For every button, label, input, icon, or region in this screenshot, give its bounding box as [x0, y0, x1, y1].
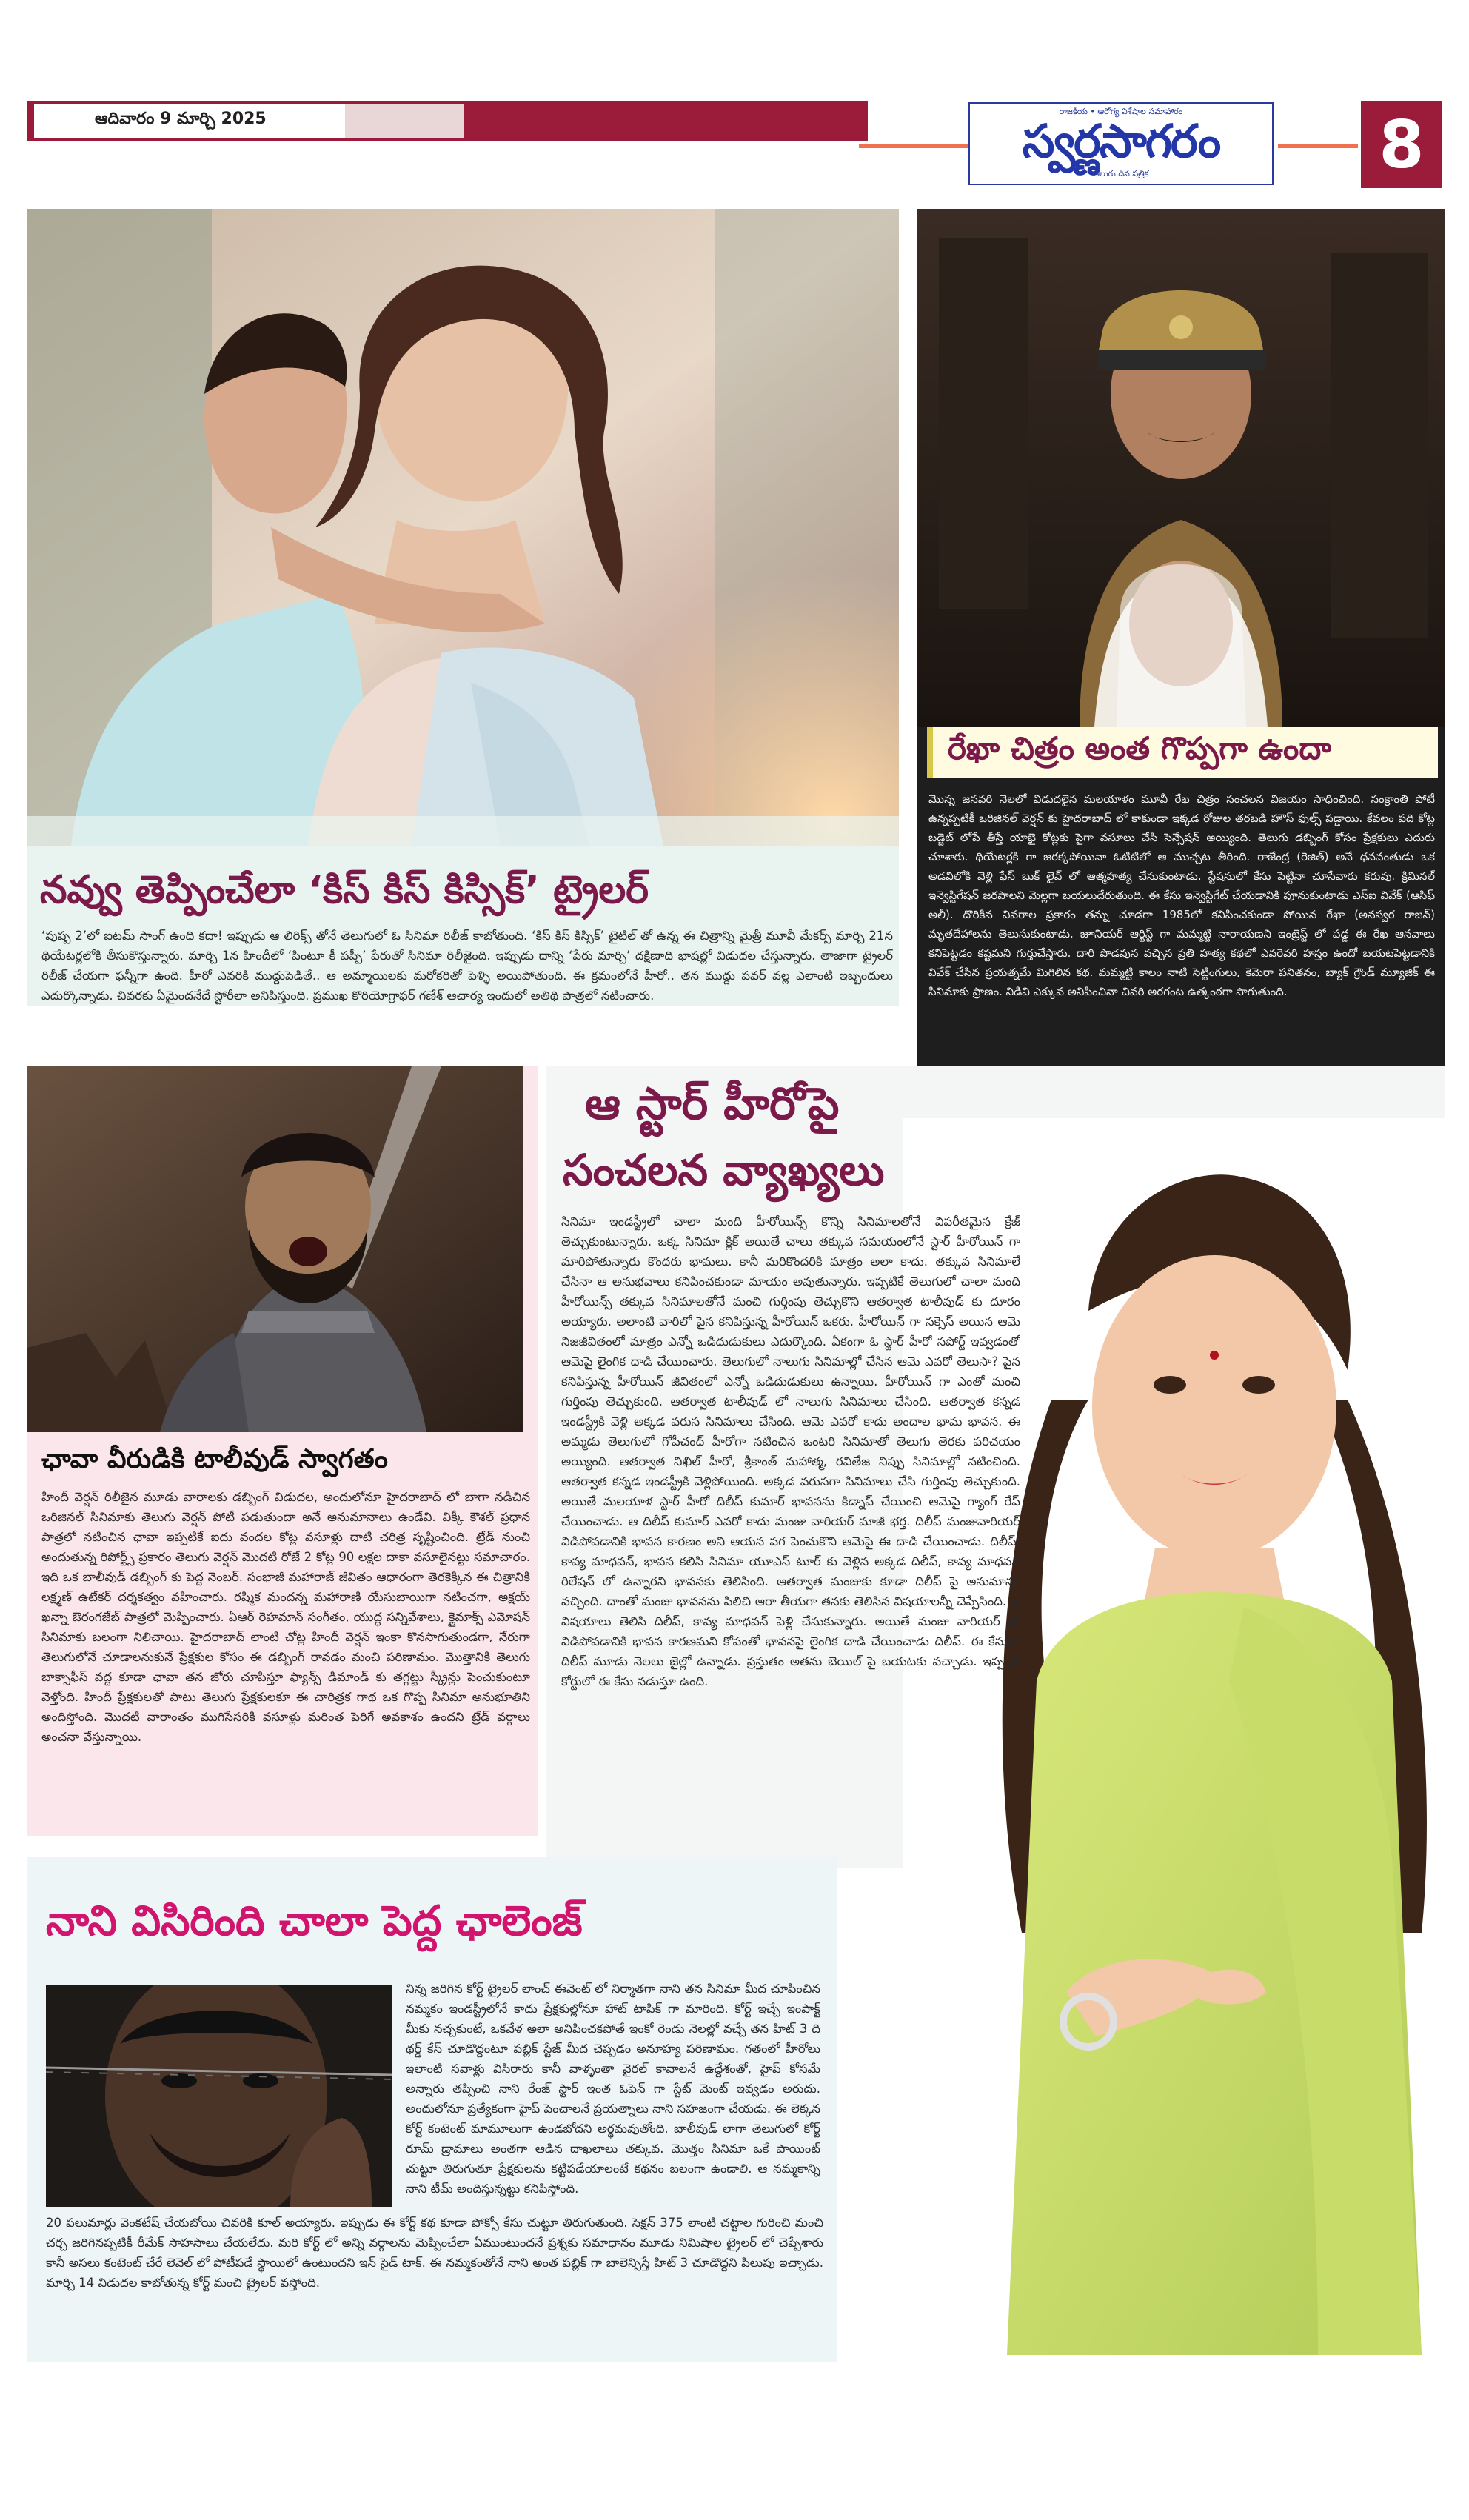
header-rule-right	[1278, 144, 1358, 148]
story-chhaava-body: హిందీ వెర్షన్ రిలీజైన మూడు వారాలకు డబ్బింగ్ విడుదల, అందులోనూ హైదరాబాద్ లో బాగా నడిచిన ఒరిజినల్ సినిమాకు తెలుగు వెర్షన్ పోటీ పడుతుందా అనే అనుమానాలు ఉండేవి. విక్కీ కౌశల్ ప్రధాన పాత్రలో నటించిన ఛావా ఇప్పటికే ఐదు వందల కోట్ల వసూళ్లు దాటి చరిత్ర సృష్టించింది. ట్రేడ్ నుంచి అందుతున్న రిపోర్ట్స్ ప్రకారం తెలుగు వెర్షన్ మొదటి రోజే 2 కోట్ల 90 లక్షల దాకా వసూలైనట్టు సమాచారం. ఇది ఒక బాలీవుడ్ డబ్బింగ్ కు పెద్ద నెంబర్. సంభాజీ మహారాజ్ జీవితం ఆధారంగా తెరకెక్కిన ఈ చిత్రానికి లక్ష్మణ్ ఉటేకర్ దర్శకత్వం వహించారు. రష్మిక మందన్న మహారాణి యేసుబాయిగా నటించగా, అక్షయ్ ఖన్నా ఔరంగజేబ్ పాత్రలో మెప్పించారు. ఏఆర్ రెహమాన్ సంగీతం, యుద్ధ సన్నివేశాలు, క్లైమాక్స్ ఎమోషన్ సినిమాకు బలంగా నిలిచాయి. హైదరాబాద్ లాంటి చోట్ల హిందీ వెర్షన్ ఇంకా కొనసాగుతుండగా, నేరుగా తెలుగులోనే చూడాలనుకునే ప్రేక్షకుల కోసం ఈ డబ్బింగ్ రావడం మంచి పరిణామం. మొత్తానికి తెలుగు బాక్సాఫీస్ వద్ద కూడా ఛావా తన జోరు చూపిస్తూ ఫ్యాన్స్ డిమాండ్ కు తగ్గట్టు స్క్రీన్లు పెంచుకుంటూ వెళ్తోంది. హిందీ ప్రేక్షకులతో పాటు తెలుగు ప్రేక్షకులకూ ఈ చారిత్రక గాథ ఒక గొప్ప సినిమా అనుభూతిని అందిస్తోంది. మొదటి వారాంతం ముగిసేసరికి వసూళ్లు మరింత పెరిగే అవకాశం ఉందని ట్రేడ్ వర్గాలు అంచనా వేస్తున్నాయి.	[41, 1490, 530, 1744]
header-bar-end	[853, 101, 868, 141]
header-accent-block	[345, 104, 464, 138]
story-rekha-headline: రేఖా చిత్రం అంత గొప్పగా ఉందా	[927, 727, 1438, 778]
story-rekha-body: మొన్న జనవరి నెలలో విడుదలైన మలయాళం మూవీ రేఖ చిత్రం సంచలన విజయం సాధించింది. సంక్రాంతి పోటీ ఉన్నప్పటికీ ఒరిజినల్ వెర్షన్ కు హైదరాబాద్ లో కాకుండా ఇక్కడ రోజుల తరబడి హౌస్ ఫుల్స్ పడ్డాయి. కేవలం పది కోట్ల బడ్జెట్ లోపే తీస్తే యాభై కోట్లకు పైగా వసూలు చేసి సెన్సేషన్ అయ్యింది. తెలుగు డబ్బింగ్ కోసం ప్రేక్షకులు ఎదురు చూశారు. థియేటర్లకి గా జరక్కపోయినా ఓటిటిలో ఆ ముచ్చట తీరింది. రాజేంద్ర (రెజిత్) అనే ధనవంతుడు ఒక అడవిలోకి వెళ్లి ఫేస్ బుక్ లైవ్ లో ఆత్మహత్య చేసుకుంటాడు. స్టేషనులో కేసు పెట్టినా చూసేవారు కరువు. క్రిమినల్ ఇన్వెస్టిగేషన్ జరపాలని మెల్లగా బయలుదేరుతుంది. ఈ కేసు ఇన్వెస్టిగేట్ చేయడానికి పూనుకుంటాడు ఎస్ఐ వివేక్ (ఆసిఫ్ అలీ). దొరికిన వివరాల ప్రకారం తన్ను చూడగా 1985లో కనిపించకుండా పోయిన రేఖా (అనస్వర రాజన్) మృతదేహాలను తెలుసుకుంటాడు. జూనియర్ ఆర్టిస్ట్ గా మమ్మట్టి నారాయణని ఇంట్రెస్ట్ లో పడ్డ ఈ రేఖ ఆనవాలు కనిపెట్టడం కష్టమని గుర్తుచేస్తారు. దారి పొడవున వచ్చిన ప్రతి హత్య కథలో ఎవరెవరి హస్తం ఉందో బయటపెట్టడానికి వివేక్ చేసిన ప్రయత్నమే మిగిలిన కథ. మమ్మట్టి కాలం నాటి సెట్టింగులు, కెమెరా పనితనం, బ్యాక్ గ్రౌండ్ మ్యూజిక్ ఈ సినిమాకు ప్రాణం. నిడివి ఎక్కువ అనిపించినా చివరి అరగంట ఉత్కంఠగా సాగుతుంది.	[928, 792, 1435, 998]
masthead-tagline: రాజకీయ • ఆరోగ్య విశేషాల సమాహారం	[1059, 107, 1183, 116]
story-nani-headline: నాని విసిరింది చాలా పెద్ద ఛాలెంజ్	[46, 1897, 583, 1945]
story-star-hero-body: సినిమా ఇండస్ట్రీలో చాలా మంది హీరోయిన్స్ కొన్ని సినిమాలతోనే విపరీతమైన క్రేజ్ తెచ్చుకుంటున్నారు. ఒక్క సినిమా క్లిక్ అయితే చాలు తక్కువ సమయంలోనే స్టార్ హీరోయిన్ గా మారిపోతున్నారు కొందరు భామలు. కానీ మరికొందరికి మాత్రం అలా కాదు. తక్కువ సినిమాలే చేసినా ఆ అనుభవాలు కనిపించకుండా మాయం అవుతున్నారు. ఇప్పటికే తెలుగులో చాలా మంది హీరోయిన్స్ తక్కువ సినిమాలతోనే మంచి గుర్తింపు తెచ్చుకొని ఆతర్వాత టాలీవుడ్ కు దూరం అయ్యారు. అలాంటి వారిలో పైన కనిపిస్తున్న హీరోయిన్ ఒకరు. హీరోయిన్ గా సక్సెస్ అయిన ఆమె నిజజీవితంలో మాత్రం ఎన్నో ఒడిదుడుకులు ఎదుర్కొంది. ఏకంగా ఓ స్టార్ హీరో సపోర్ట్ ఇవ్వడంతో ఆమెపై లైంగిక దాడి చేయించారు. తెలుగులో నాలుగు సినిమాల్లో చేసిన ఆమె ఎవరో తెలుసా? పైన కనిపిస్తున్న హీరోయిన్ జీవితంలో ఎన్నో ఒడిదుడుకులు ఉన్నాయి. హీరోయిన్ గా ఎంతో మంచి గుర్తింపు తెచ్చుకుంది. ఆతర్వాత టాలీవుడ్ లో నాలుగు సినిమాలు చేసింది. ఆతర్వాత కన్నడ ఇండస్ట్రీకి వెళ్లి అక్కడ వరుస సినిమాలు చేసింది. ఆమె ఎవరో కాదు అందాల భామ భావన. ఈ అమ్మడు తెలుగులో గోపీచంద్ హీరోగా నటించిన ఒంటరి సినిమాతో తెలుగు తెరకు పరిచయం అయ్యింది. ఆతర్వాత నిఖిల్ హీరో, శ్రీకాంత్ మహాత్మ, రవితేజ నిప్పు సినిమాల్లో నటించింది. ఆతర్వాత కన్నడ ఇండస్ట్రీకి వెళ్లిపోయింది. అక్కడ వరుసగా సినిమాలు చేసి గుర్తింపు తెచ్చుకుంది. అయితే మలయాళ స్టార్ హీరో దిలీప్ కుమార్ భావనను కిడ్నాప్ చేయించి ఆమెపై గ్యాంగ్ రేప్ చేయించాడు. ఆ దిలీప్ కుమార్ ఎవరో కాదు మంజు వారియర్ మాజీ భర్త. దిలీప్ మంజువారియర్ విడిపోవడానికి భావన కారణం అని ఆయన పగ పెంచుకొని ఆమెపై ఈ దాడి చేయించాడు. దిలీప్, కావ్య మాధవన్, భావన కలిసి సినిమా యూఎస్ టూర్ కు వెళ్లిన అక్కడ దిలీప్, కావ్య మాధవన్ రిలేషన్ లో ఉన్నారని భావనకు తెలిసింది. ఆతర్వాత మంజుకు కూడా దిలీప్ పై అనుమానం వచ్చింది. దాంతో మంజు భావనను పిలిచి ఆరా తీయగా తనకు తెలిసిన విషయాలన్నీ చెప్పేసింది. ఆ విషయాలు తెలిసి దిలీప్, కావ్య మాధవన్ పెళ్లి చేసుకున్నారు. అయితే మంజు వారియర్ తో విడిపోవడానికి భావన కారణమని కోపంతో భావనపై లైంగిక దాడి చేయించాడు దిలీప్. ఈ కేసులో దిలీప్ మూడు నెలలు జైల్లో ఉన్నాడు. ప్రస్తుతం అతను బెయిల్ పై బయటకు వచ్చాడు. ఇప్పటికీ కోర్టులో ఈ కేసు నడుస్తూ ఉంది.	[561, 1214, 1020, 1688]
story-star-hero-headline-line1: ఆ స్టార్ హీరోపై	[585, 1078, 840, 1130]
rekha-poster-photo	[917, 209, 1445, 727]
edition-date: ఆదివారం 9 మార్చి 2025	[34, 104, 345, 138]
kiss-kiss-poster-photo	[27, 209, 899, 846]
nani-court-photo	[46, 1985, 392, 2207]
page-number: 8	[1361, 101, 1442, 188]
story-kiss-kiss-body: ‘పుష్ప 2’లో ఐటమ్ సాంగ్ ఉంది కదా! ఇప్పుడు ఆ లిరిక్స్‌ తోనే తెలుగులో ఓ సినిమా రిలీజ్ కాబోతుంది. ‘కిస్ కిస్ కిస్సిక్’ టైటిల్ తో ఉన్న ఈ చిత్రాన్ని మైత్రీ మూవీ మేకర్స్ మార్చి 21న థియేటర్లలోకి తీసుకొస్తున్నారు. మార్చి 1న హిందీలో ‘పింటూ కీ పప్పీ’ పేరుతో సినిమా రిలీజైంది. ఇప్పుడు దాన్ని ‘పేరు మార్చి’ దక్షిణాది భాషల్లో విడుదల చేస్తున్నారు. తాజాగా ట్రైలర్ రిలీజ్ చేయగా ఫన్నీగా ఉంది. హీరో ఎవరికి ముద్దుపెడితే.. ఆ అమ్మాయిలకు మరోకరితో పెళ్ళి అయిపోతుంది. ఈ క్రమంలోనే హీరో.. తన ముద్దు పవర్ వల్ల ఎలాంటి ఇబ్బందులు ఎదుర్కొన్నాడు. చివరకు ఏమైందనేదే స్టోరీలా అనిపిస్తుంది. ప్రముఖ కొరియోగ్రాఫర్ గణేశ్ ఆచార్య ఇందులో అతిథి పాత్రలో నటించారు.	[41, 929, 893, 1003]
masthead-subtitle: తెలుగు దిన పత్రిక	[1093, 169, 1149, 178]
story-nani-body-bottom: 20 పలుమార్లు వెంకటేష్ చేయబోయి చివరికి కూల్ అయ్యారు. ఇప్పుడు ఈ కోర్ట్ కథ కూడా పోక్సో కేసు చుట్టూ తిరుగుతుంది. సెక్షన్ 375 లాంటి చట్టాల గురించి మంచి చర్చ జరిగినప్పటికీ రీమేక్ సాహసాలు చేయలేదు. మరి కోర్ట్ లో అన్ని వర్గాలను మెప్పించేలా ఏముంటుందనే ప్రశ్నకు సమాధానం మూడు నిమిషాల ట్రైలర్ లో చెప్పేశారు కానీ అసలు కంటెంట్ చేరే లెవెల్ లో పోటీపడే స్థాయిలో ఉంటుందని ఇన్ సైడ్ టాక్. ఈ నమ్మకంతోనే నాని అంత పబ్లిక్ గా బాలెన్సిస్తే హిట్ 3 చూడొద్దని పిలుపు ఇచ్చాడు. మార్చి 14 విడుదల కాబోతున్న కోర్ట్ మంచి ట్రైలర్ వస్తోంది.	[46, 2216, 823, 2290]
chhaava-warrior-photo	[27, 1066, 523, 1432]
story-star-hero-headline-line2: సంచలన వ్యాఖ్యలు	[563, 1145, 885, 1195]
story-nani-body-top: నిన్న జరిగిన కోర్ట్ ట్రైలర్ లాంచ్ ఈవెంట్ లో నిర్మాతగా నాని తన సినిమా మీద చూపించిన నమ్మకం ఇండస్ట్రీలోనే కాదు ప్రేక్షకుల్లోనూ హాట్ టాపిక్ గా మారింది. కోర్ట్ ఇచ్చే ఇంపాక్ట్ మీకు నచ్చకుంటే, ఒకవేళ అలా అనిపించకపోతే ఇంకో రెండు నెలల్లో వచ్చే తన హిట్ 3 ది థర్డ్ కేస్ చూడొద్దంటూ పబ్లిక్ స్టేజ్ మీద చెప్పడం అనూహ్య పరిణామం. గతంలో హీరోలు ఇలాంటి సవాళ్లు విసిరారు కానీ వాళ్ళంతా వైరల్ కావాలనే ఉద్దేశంతో, హైప్ కోసమే అన్నారు తప్పించి నాని రేంజ్ స్టార్ ఇంత ఓపెన్ గా స్టేట్ మెంట్ ఇవ్వడం అరుదు. అందులోనూ ప్రత్యేకంగా హైప్ పెంచాలనే ప్రయత్నాలు నాని సహజంగా చేయడు. ఈ లెక్కన కోర్ట్ కంటెంట్ మామూలుగా ఉండబోదని అర్థమవుతోంది. బాలీవుడ్ లాగా తెలుగులో కోర్ట్ రూమ్ డ్రామాలు అంతగా ఆడిన దాఖలాలు తక్కువ. మొత్తం సినిమా ఒకే పాయింట్ చుట్టూ తిరుగుతూ ప్రేక్షకులను కట్టిపడేయాలంటే కథనం బలంగా ఉండాలి. ఆ నమ్మకాన్ని నాని టీమ్ అందిస్తున్నట్టు కనిపిస్తోంది.	[406, 1982, 820, 2196]
masthead-title: స్వర్ణసాగరం	[1022, 114, 1220, 168]
masthead-logo	[968, 102, 1274, 185]
story-kiss-kiss-headline: నవ్వు తెప్పించేలా ‘కిస్ కిస్ కిస్సిక్’ ట్రైలర్	[40, 868, 649, 912]
header-rule-left	[859, 144, 968, 148]
story-chhaava-headline: ఛావా వీరుడికి టాలీవుడ్ స్వాగతం	[41, 1444, 388, 1474]
